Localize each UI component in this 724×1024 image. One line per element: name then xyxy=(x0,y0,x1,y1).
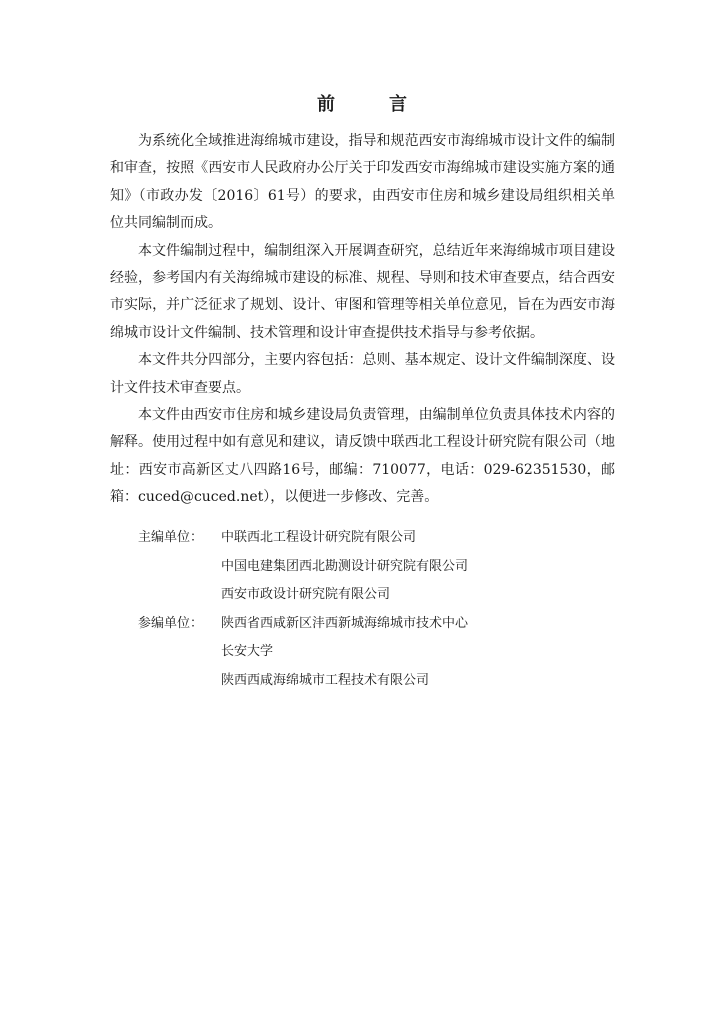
paragraph-management: 本文件由西安市住房和城乡建设局负责管理，由编制单位负责具体技术内容的解释。使用过程中如有意见和建议，请反馈中联西北工程设计研究院有限公司（地址：西安市高新区丈八四路16号，邮编：710077，电话：029-62351530，邮箱：cuced@cuced.net），以便进一步修改、完善。 xyxy=(110,407,615,506)
participants-group xyxy=(110,610,615,696)
units-section xyxy=(110,524,615,696)
paragraph-purpose: 为系统化全域推进海绵城市建设，指导和规范西安市海绵城市设计文件的编制和审查，按照《西安市人民政府办公厅关于印发西安市海绵城市建设实施方案的通知》（市政办发〔2016〕61号）的要求，由西安市住房和城乡建设局组织相关单位共同编制而成。 xyxy=(110,133,615,232)
participant-item: 长安大学 xyxy=(221,644,274,660)
chief-editor-item: 中联西北工程设计研究院有限公司 xyxy=(221,530,417,545)
participants-list xyxy=(221,610,615,696)
paragraph-contents: 本文件共分四部分，主要内容包括：总则、基本规定、设计文件编制深度、设计文件技术审查要点。 xyxy=(110,352,615,396)
preface-body xyxy=(110,128,615,512)
chief-editors-list xyxy=(221,524,615,610)
participants-label: 参编单位： xyxy=(138,615,204,631)
chief-editors-group xyxy=(110,524,615,610)
paragraph-process: 本文件编制过程中，编制组深入开展调查研究，总结近年来海绵城市项目建设经验，参考国内有关海绵城市建设的标准、规程、导则和技术审查要点，结合西安市实际，并广泛征求了规划、设计、审图和管理等相关单位意见，旨在为西安市海绵城市设计文件编制、技术管理和设计审查提供技术指导与参考依据。 xyxy=(110,242,615,341)
participant-item: 陕西西咸海绵城市工程技术有限公司 xyxy=(221,672,430,688)
chief-editor-item: 中国电建集团西北勘测设计研究院有限公司 xyxy=(221,558,469,574)
chief-editor-item: 西安市政设计研究院有限公司 xyxy=(221,587,391,603)
participant-item: 陕西省西咸新区沣西新城海绵城市技术中心 xyxy=(221,615,469,631)
page-title: 前 言 xyxy=(317,94,425,115)
chief-editors-label: 主编单位： xyxy=(138,530,204,545)
